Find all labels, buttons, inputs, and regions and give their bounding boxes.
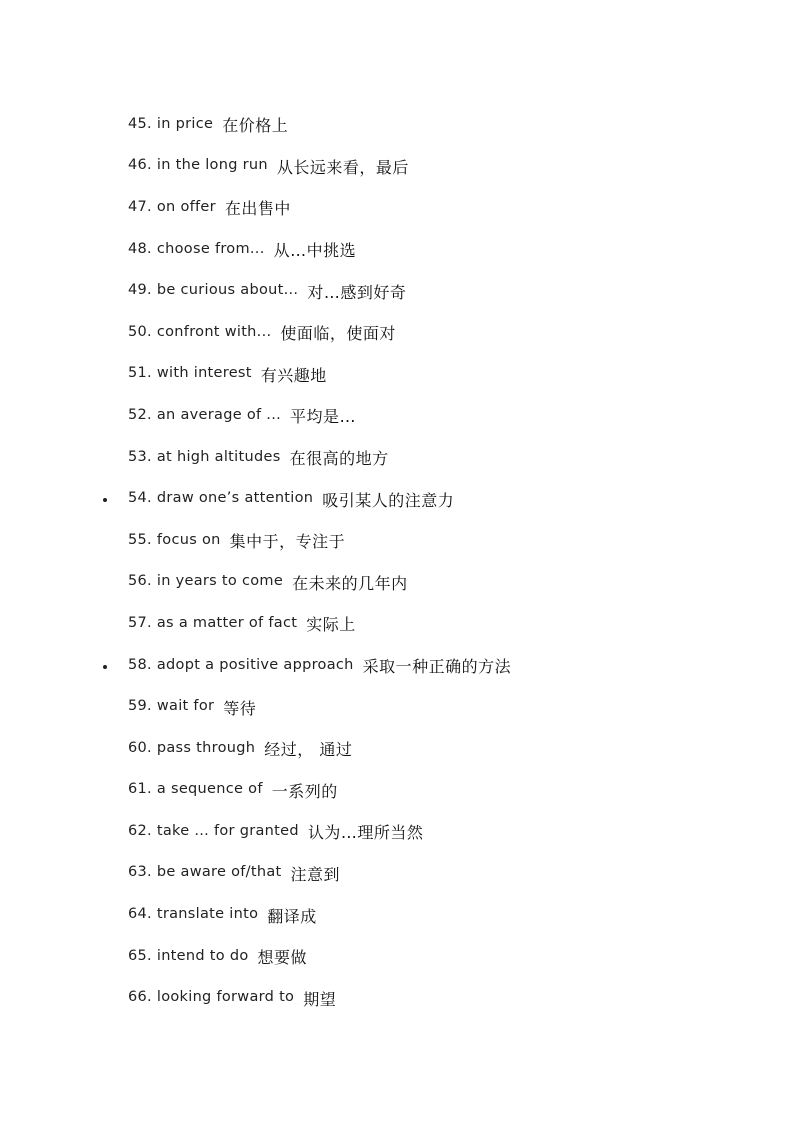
phrase-english: 50. confront with...: [128, 323, 272, 340]
phrase-chinese: 从长远来看，最后: [276, 157, 409, 177]
phrase-list: [0, 103, 794, 1018]
list-item: [0, 727, 794, 769]
phrase-chinese: 想要做: [257, 948, 308, 968]
list-item: [0, 186, 794, 228]
phrase-english: 55. focus on: [128, 531, 221, 548]
phrase-english: 64. translate into: [128, 906, 259, 923]
list-item: [0, 269, 794, 311]
phrase-chinese: 注意到: [290, 864, 341, 884]
phrase-english: 46. in the long run: [128, 157, 268, 174]
phrase-english: 61. a sequence of: [128, 781, 263, 798]
phrase-chinese: 在价格上: [222, 116, 289, 136]
list-item: [0, 311, 794, 353]
list-item: [0, 353, 794, 395]
phrase-english: 47. on offer: [128, 198, 216, 215]
phrase-chinese: 集中于，专注于: [229, 532, 346, 552]
list-item: [0, 103, 794, 145]
phrase-english: 53. at high altitudes: [128, 448, 281, 465]
phrase-chinese: 等待: [223, 698, 257, 718]
phrase-chinese: 在很高的地方: [289, 449, 389, 469]
phrase-english: 60. pass through: [128, 739, 256, 756]
phrase-english: 51. with interest: [128, 365, 252, 382]
list-item: [0, 394, 794, 436]
phrase-english: 45. in price: [128, 115, 214, 132]
bullet-icon: [103, 665, 107, 669]
phrase-chinese: 平均是…: [290, 407, 357, 427]
phrase-chinese: 对…感到好奇: [307, 282, 407, 302]
phrase-chinese: 认为…理所当然: [307, 823, 424, 843]
phrase-english: 48. choose from...: [128, 240, 265, 257]
phrase-english: 54. draw one’s attention: [128, 490, 314, 507]
list-item: [0, 145, 794, 187]
list-item: [0, 644, 794, 686]
phrase-chinese: 使面临，使面对: [280, 324, 396, 344]
list-item: [0, 893, 794, 935]
list-item: [0, 436, 794, 478]
phrase-chinese: 在出售中: [224, 199, 291, 219]
list-item: [0, 561, 794, 603]
list-item: [0, 852, 794, 894]
list-item: [0, 935, 794, 977]
phrase-english: 58. adopt a positive approach: [128, 656, 354, 673]
list-item: [0, 477, 794, 519]
phrase-chinese: 采取一种正确的方法: [362, 657, 512, 677]
phrase-english: 49. be curious about...: [128, 282, 299, 299]
phrase-english: 62. take ... for granted: [128, 822, 299, 839]
list-item: [0, 228, 794, 270]
phrase-english: 63. be aware of/that: [128, 864, 282, 881]
phrase-chinese: 经过， 通过: [264, 740, 353, 760]
phrase-chinese: 一系列的: [271, 781, 338, 801]
phrase-english: 65. intend to do: [128, 947, 249, 964]
phrase-english: 56. in years to come: [128, 573, 284, 590]
phrase-english: 52. an average of ...: [128, 406, 282, 423]
phrase-chinese: 有兴趣地: [260, 365, 327, 385]
list-item: [0, 685, 794, 727]
bullet-icon: [103, 498, 107, 502]
list-item: [0, 519, 794, 561]
phrase-chinese: 在未来的几年内: [292, 573, 408, 593]
phrase-chinese: 从…中挑选: [273, 241, 357, 261]
list-item: [0, 810, 794, 852]
phrase-chinese: 实际上: [306, 615, 356, 635]
phrase-chinese: 翻译成: [267, 906, 317, 926]
phrase-chinese: 吸引某人的注意力: [322, 490, 455, 510]
phrase-english: 59. wait for: [128, 698, 215, 715]
phrase-chinese: 期望: [303, 989, 337, 1009]
phrase-english: 57. as a matter of fact: [128, 614, 298, 631]
phrase-english: 66. looking forward to: [128, 989, 295, 1006]
list-item: [0, 602, 794, 644]
list-item: [0, 976, 794, 1018]
list-item: [0, 769, 794, 811]
